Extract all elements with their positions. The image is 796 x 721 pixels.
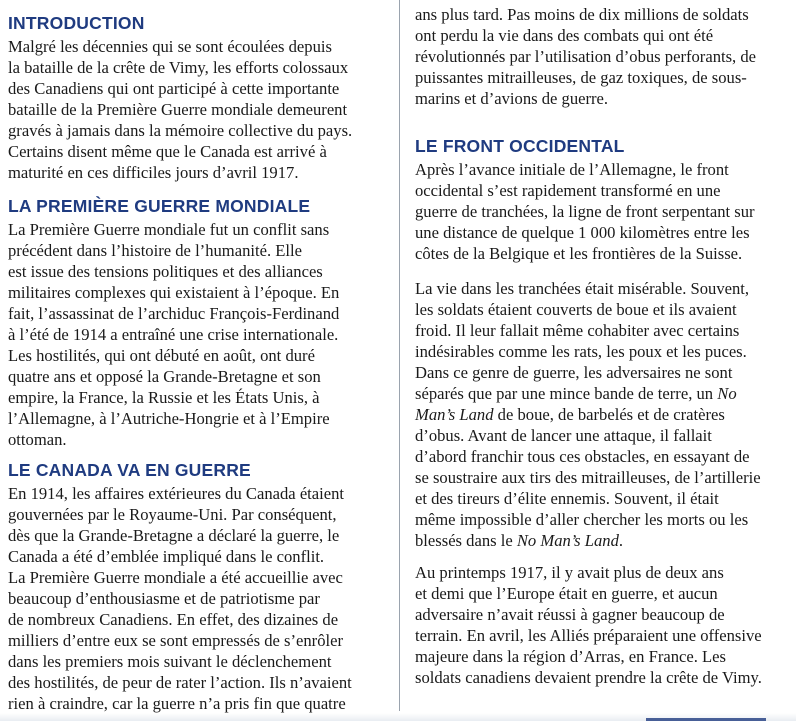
text-line: occidental s’est rapidement transformé en une [415, 181, 721, 200]
section-premiere-guerre [8, 196, 339, 450]
text-line: révolutionnés par l’utilisation d’obus perforants, de [415, 47, 757, 66]
column-divider [399, 0, 400, 711]
text-line: ont perdu la vie dans des combats qui ont été [415, 26, 714, 45]
text-line: et demi que l’Europe était en guerre, et aucun [415, 584, 718, 603]
text-line: gouvernées par le Royaume-Uni. Par conséquent, [8, 505, 337, 524]
paragraph-printemps [415, 562, 762, 688]
text-run: . [618, 531, 624, 550]
text-line: les soldats étaient couverts de boue et ils avaient [415, 300, 737, 319]
text-line: militaires complexes qui existaient à l’époque. En [8, 283, 340, 302]
heading-front-occidental: LE FRONT OCCIDENTAL [415, 136, 625, 156]
text-line: En 1914, les affaires extérieures du Canada étaient [8, 484, 345, 503]
text-line: Certains disent même que le Canada est arrivé à [8, 142, 327, 161]
section-tranchees [415, 278, 761, 551]
text-run: séparés que par une mince bande de terre, un [415, 384, 718, 403]
text-line: est issue des tensions politiques et des alliances [8, 262, 323, 281]
text-line [415, 530, 761, 551]
text-line: guerre de tranchées, la ligne de front serpentant sur [415, 202, 755, 221]
section-canada-guerre [8, 460, 352, 714]
text-line: l’Allemagne, à l’Autriche-Hongrie et à l’Empire [8, 409, 330, 428]
section-introduction [8, 13, 352, 183]
text-line: indésirables comme les rats, les poux et les puces. [415, 342, 747, 361]
text-line: puissantes mitrailleuses, de gaz toxiques, de sous- [415, 68, 747, 87]
text-line: Au printemps 1917, il y avait plus de deux ans [415, 563, 724, 582]
text-line [415, 404, 761, 425]
text-line: côtes de la Belgique et les frontières de la Suisse. [415, 244, 743, 263]
text-line: dès que la Grande-Bretagne a déclaré la guerre, le [8, 526, 340, 545]
text-line: terrain. En avril, les Alliés préparaient une offensive [415, 626, 762, 645]
paragraph-tranchees [415, 278, 761, 551]
text-line: et des tireurs d’élite ennemis. Souvent, il était [415, 489, 719, 508]
heading-introduction: INTRODUCTION [8, 13, 145, 33]
text-line: la bataille de la crête de Vimy, les efforts colossaux [8, 58, 349, 77]
text-line: soldats canadiens devaient prendre la crête de Vimy. [415, 668, 762, 687]
text-line: ans plus tard. Pas moins de dix millions de soldats [415, 5, 749, 24]
text-line: Après l’avance initiale de l’Allemagne, le front [415, 160, 729, 179]
section-continuation [415, 4, 756, 109]
text-line: dans les premiers mois suivant le déclenchement [8, 652, 332, 671]
text-line: des hostilités, de peur de rater l’action. Ils n’avaient [8, 673, 352, 692]
text-line: Malgré les décennies qui se sont écoulées depuis [8, 37, 332, 56]
text-line: froid. Il leur fallait même cohabiter avec certains [415, 321, 740, 340]
text-line: fait, l’assassinat de l’archiduc François-Ferdinand [8, 304, 340, 323]
text-line: de nombreux Canadiens. En effet, des dizaines de [8, 610, 339, 629]
text-line: d’abord franchir tous ces obstacles, en essayant de [415, 447, 750, 466]
text-line: ottoman. [8, 430, 67, 449]
text-line: une distance de quelque 1 000 kilomètres entre les [415, 223, 750, 242]
text-run: de boue, de barbelés et de cratères [493, 405, 725, 424]
text-line: quatre ans et opposé la Grande-Bretagne et son [8, 367, 321, 386]
text-line: bataille de la Première Guerre mondiale demeurent [8, 100, 348, 119]
text-line: se soustraire aux tirs des mitrailleuses, de l’artillerie [415, 468, 761, 487]
italic-term: Man’s Land [415, 405, 494, 424]
text-line: à l’été de 1914 a entraîné une crise internationale. [8, 325, 339, 344]
section-printemps [415, 562, 762, 688]
italic-term: No Man’s Land [516, 531, 619, 550]
paragraph-continuation [415, 4, 756, 109]
paragraph-introduction [8, 36, 352, 183]
text-line: des Canadiens qui ont participé à cette importante [8, 79, 340, 98]
text-line: précédent dans l’histoire de l’humanité. Elle [8, 241, 302, 260]
text-line: d’obus. Avant de lancer une attaque, il fallait [415, 426, 712, 445]
text-line: empire, la France, la Russie et les États Unis, à [8, 388, 320, 407]
text-run: blessés dans le [415, 531, 517, 550]
text-line: La vie dans les tranchées était misérable. Souvent, [415, 279, 750, 298]
text-line: Canada a été d’emblée impliqué dans le conflit. [8, 547, 325, 566]
paragraph-canada-guerre [8, 483, 352, 714]
heading-premiere-guerre: LA PREMIÈRE GUERRE MONDIALE [8, 196, 311, 216]
text-line: marins et d’avions de guerre. [415, 89, 609, 108]
text-line [415, 383, 761, 404]
text-line: beaucoup d’enthousiasme et de patriotisme par [8, 589, 320, 608]
heading-canada-guerre: LE CANADA VA EN GUERRE [8, 460, 251, 480]
text-line: même impossible d’aller chercher les morts ou les [415, 510, 749, 529]
text-line: La Première Guerre mondiale fut un conflit sans [8, 220, 330, 239]
italic-term: No [717, 384, 737, 403]
paragraph-front-occidental [415, 159, 755, 264]
text-line: adversaire n’avait réussi à gagner beaucoup de [415, 605, 725, 624]
text-line: rien à craindre, car la guerre n’a pris fin que quatre [8, 694, 346, 713]
text-line: La Première Guerre mondiale a été accueillie avec [8, 568, 343, 587]
text-line: maturité en ces difficiles jours d’avril 1917. [8, 163, 299, 182]
text-line: gravés à jamais dans la mémoire collective du pays. [8, 121, 353, 140]
paragraph-premiere-guerre [8, 219, 339, 450]
text-line: milliers d’entre eux se sont empressés de s’enrôler [8, 631, 343, 650]
text-line: Dans ce genre de guerre, les adversaires ne sont [415, 363, 733, 382]
section-front-occidental [415, 136, 755, 264]
text-line: Les hostilités, qui ont débuté en août, ont duré [8, 346, 315, 365]
text-line: majeure dans la région d’Arras, en France. Les [415, 647, 727, 666]
